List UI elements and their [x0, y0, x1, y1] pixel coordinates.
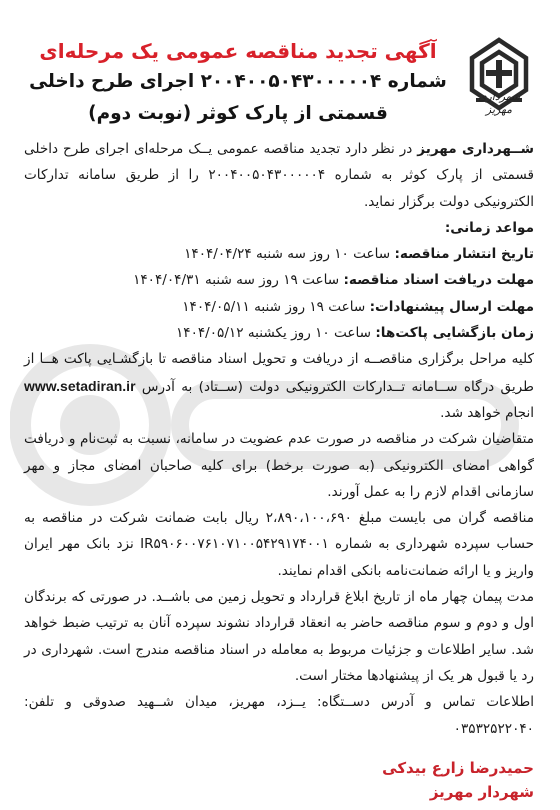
notice-header: [24, 14, 534, 136]
schedule-value: ساعت ۱۹ روز سه شنبه ۱۴۰۴/۰۴/۳۱: [133, 272, 344, 289]
logo-caption: شهرداری مهریز: [477, 90, 521, 116]
notice-body: [24, 136, 534, 742]
intro-paragraph: [24, 136, 534, 215]
setad-url-link[interactable]: www.setadiran.ir: [24, 377, 136, 394]
municipality-logo-icon: [464, 36, 534, 132]
guarantee-paragraph: مناقصه گران می بایست مبلغ ۲،۸۹۰،۱۰۰،۶۹۰ ریال بابت ضمانت شرکت در مناقصه به حساب سپرده شهرداری به شماره IR۵۹۰۶۰۰۷۶۱۰۷۱۰۰۵۴۲۹۱۷۴۰۰۱ نزد بانک مهر ایران واریز و یا ارائه ضمانت‌نامه بانکی اقدام نمایند.: [24, 510, 534, 579]
schedule-label: مهلت ارسال پیشنهادات:: [369, 298, 534, 315]
schedule-row-opening: [24, 320, 534, 346]
schedule-row-documents: [24, 267, 534, 293]
title-line-1: آگهی تجدید مناقصه عمومی یک مرحله‌ای: [39, 39, 437, 63]
schedule-value: ساعت ۱۹ روز شنبه ۱۴۰۴/۰۵/۱۱: [182, 298, 370, 315]
schedule-row-publish: [24, 241, 534, 267]
title-line-2: شماره ۲۰۰۴۰۰۵۰۴۳۰۰۰۰۰۴ اجرای طرح داخلی: [29, 71, 447, 92]
schedule-value: ساعت ۱۰ روز یکشنبه ۱۴۰۴/۰۵/۱۲: [175, 325, 376, 342]
signatory-title: شهردار مهریز: [429, 782, 534, 801]
procedure-end: انجام خواهد شد.: [440, 404, 534, 421]
signatory-name: حمیدرضا زارع بیدکی: [382, 758, 534, 777]
notice-title: [24, 36, 452, 130]
contact-paragraph: اطلاعات تماس و آدرس دســتگاه: یــزد، مهریز، میدان شــهید صدوقی و تلفن: ۰۳۵۳۲۵۲۲۰۴۰: [24, 694, 534, 737]
schedule-label: زمان بازگشایی پاکت‌ها:: [375, 325, 534, 342]
schedule-label: مهلت دریافت اسناد مناقصه:: [343, 272, 534, 289]
signature-block: [24, 756, 534, 804]
intro-lead: شــهرداری مهریز: [417, 141, 534, 157]
schedule-value: ساعت ۱۰ روز سه شنبه ۱۴۰۴/۰۴/۲۴: [184, 246, 395, 263]
schedule-row-proposals: [24, 294, 534, 320]
schedule-label: تاریخ انتشار مناقصه:: [394, 246, 534, 263]
schedule-heading: مواعد زمانی:: [444, 219, 534, 236]
title-line-3: قسمتی از پارک کوثر (نوبت دوم): [88, 103, 388, 124]
procedure-text: کلیه مراحل برگزاری مناقصــه از دریافت و تحویل اسناد مناقصه تا بازگشـایی پاکت هــا از طریق درگاه ســامانه تــدارکات الکترونیکی دولت (ســتاد) به آدرس: [24, 351, 534, 395]
procedure-paragraph: [24, 346, 534, 426]
contract-paragraph: مدت پیمان چهار ماه از تاریخ ابلاغ قرارداد و تحویل زمین می باشــد. در صورتی که برندگان اول و دوم و سوم مناقصه حاضر به انعقاد قرارداد نشوند سپرده آنان به ترتیب ضبط خواهد شد. سایر اطلاعات و جزئیات مربوط به معامله در اسناد مناقصه مندرج است. شهرداری در رد یا قبول هر یک از پیشنهادها مختار است.: [24, 589, 534, 684]
intro-text: در نظر دارد تجدید مناقصه عمومی یــک مرحله‌ای اجرای طرح داخلی قسمتی از پارک کوثر به شماره ۲۰۰۴۰۰۵۰۴۳۰۰۰۰۰۴ را از طریق سامانه تدارکات الکترونیکی دولت برگزار نماید.: [24, 141, 534, 210]
registration-paragraph: متقاضیان شرکت در مناقصه در صورت عدم عضویت در سامانه، نسبت به ثبت‌نام و دریافت گواهی امضای الکترونیکی (به صورت برخط) برای کلیه صاحبان امضای مجاز و مهر سازمانی اقدام لازم را به عمل آورند.: [24, 431, 534, 500]
